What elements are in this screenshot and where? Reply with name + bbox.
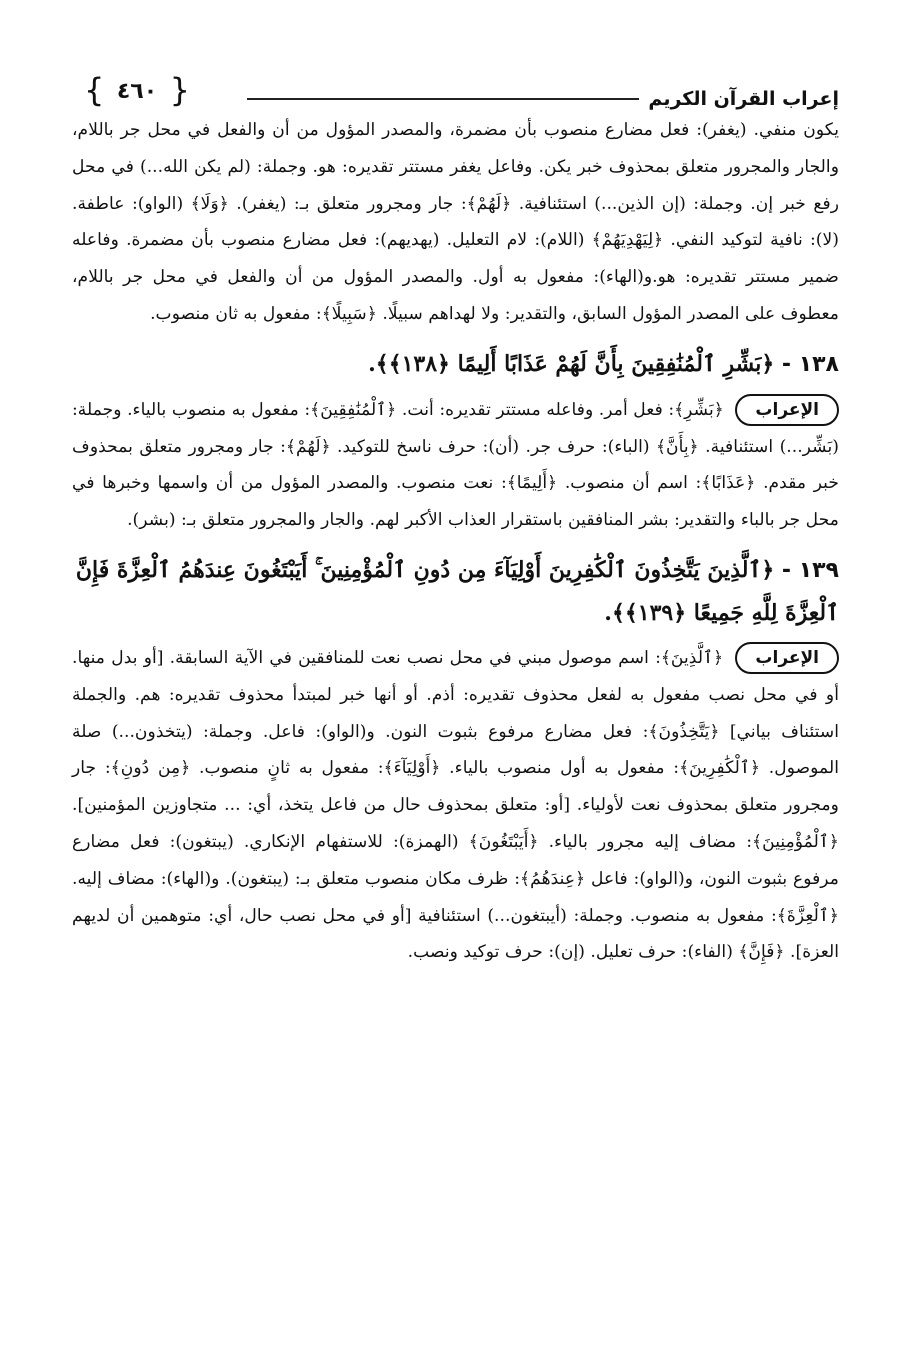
paragraph-continuation: يكون منفي. (يغفر): فعل مضارع منصوب بأن مضمرة، والمصدر المؤول من أن والفعل في محل جر باللام، والجار والمجرور متعلق بمحذوف خبر يكن. وفاعل يغفر مستتر تقديره: هو. وجملة: (لم يكن الله...) في محل رفع خبر إن. وجملة: (إن الذين...) استئنافية. ﴿لَهُمْ﴾: جار ومجرور متعلق بـ: (يغفر). ﴿وَلَا﴾ (الواو): عاطفة. (لا): نافية لتوكيد النفي. ﴿لِيَهْدِيَهُمْ﴾ (اللام): لام التعليل. (يهديهم): فعل مضارع منصوب بأن مضمرة. وفاعله ضمير مستتر تقديره: هو.و(الهاء): مفعول به أول. والمصدر المؤول من أن والفعل في محل جر باللام، معطوف على المصدر المؤول السابق، والتقدير: ولا لهداهم سبيلًا. ﴿سَبِيلًا﴾: مفعول به ثان منصوب. xyxy=(72,120,839,324)
irab-139 xyxy=(72,640,839,971)
irab-label-badge: الإعراب xyxy=(735,642,839,674)
irab-label-badge: الإعراب xyxy=(735,394,839,426)
ornament-brace-right-icon: { xyxy=(169,71,190,109)
verse-138-text: ﴿بَشِّرِ ٱلْمُنَٰفِقِينَ بِأَنَّ لَهُمْ عَذَابًا أَلِيمًا ﴿١٣٨﴾﴾. xyxy=(368,350,775,377)
irab-139-text: ﴿ٱلَّذِينَ﴾: اسم موصول مبني في محل نصب نعت للمنافقين في الآية السابقة. [أو بدل منها. أو في محل نصب مفعول به لفعل محذوف تقديره: أذم. أو أنها خبر لمبتدأ محذوف تقديره: هم. والجملة استئناف بياني] ﴿يَتَّخِذُونَ﴾: فعل مضارع مرفوع بثبوت النون. و(الواو): فاعل. وجملة: (يتخذون...) صلة الموصول. ﴿ٱلْكَٰفِرِينَ﴾: مفعول به أول منصوب بالياء. ﴿أَوْلِيَآءَ﴾: مفعول به ثانٍ منصوب. ﴿مِن دُونِ﴾: جار ومجرور متعلق بمحذوف نعت لأولياء. [أو: متعلق بمحذوف حال من فاعل يتخذ، أي: ... متجاوزين المؤمنين]. ﴿ٱلْمُؤْمِنِينَ﴾: مضاف إليه مجرور بالياء. ﴿أَيَبْتَغُونَ﴾ (الهمزة): للاستفهام الإنكاري. (يبتغون): فعل مضارع مرفوع بثبوت النون، و(الواو): فاعل ﴿عِندَهُمُ﴾: ظرف مكان منصوب متعلق بـ: (يبتغون). و(الهاء): مضاف إليه. ﴿ٱلْعِزَّةَ﴾: مفعول به منصوب. وجملة: (أيبتغون...) استئنافية [أو في محل نصب حال، أي: متوهمين أن لديهم العزة]. ﴿فَإِنَّ﴾ (الفاء): حرف تعليل. (إن): حرف توكيد ونصب. xyxy=(72,647,839,963)
ornament-brace-left-icon: } xyxy=(84,71,105,109)
header-rule xyxy=(247,98,639,100)
book-title: إعراب القرآن الكريم xyxy=(648,88,839,110)
page-number-value: ٤٦٠ xyxy=(116,78,158,104)
verse-139 xyxy=(72,549,839,634)
verse-139-text: ﴿ٱلَّذِينَ يَتَّخِذُونَ ٱلْكَٰفِرِينَ أَوْلِيَآءَ مِن دُونِ ٱلْمُؤْمِنِينَ ۚ أَيَبْتَغُونَ عِندَهُمُ ٱلْعِزَّةَ فَإِنَّ ٱلْعِزَّةَ لِلَّهِ جَمِيعًا ﴿١٣٩﴾﴾. xyxy=(75,556,839,626)
irab-138-text: ﴿بَشِّرِ﴾: فعل أمر. وفاعله مستتر تقديره: أنت. ﴿ٱلْمُنَٰفِقِينَ﴾: مفعول به منصوب بالياء. وجملة: (بَشِّر...) استئنافية. ﴿بِأَنَّ﴾ (الباء): حرف جر. (أن): حرف ناسخ للتوكيد. ﴿لَهُمْ﴾: جار ومجرور متعلق بمحذوف خبر مقدم. ﴿عَذَابًا﴾: اسم أن منصوب. ﴿أَلِيمًا﴾: نعت منصوب. والمصدر المؤول من أن واسمها وخبرها في محل جر بالباء والتقدير: بشر المنافقين باستقرار العذاب الأكبر لهم. والجار والمجرور متعلق بـ: (بشر). xyxy=(72,399,839,531)
page-header xyxy=(72,52,839,112)
irab-138 xyxy=(72,392,839,539)
verse-139-number: ١٣٩ - xyxy=(781,557,839,583)
verse-138-number: ١٣٨ - xyxy=(781,351,839,377)
page-number xyxy=(82,72,192,110)
verse-138 xyxy=(72,343,839,386)
